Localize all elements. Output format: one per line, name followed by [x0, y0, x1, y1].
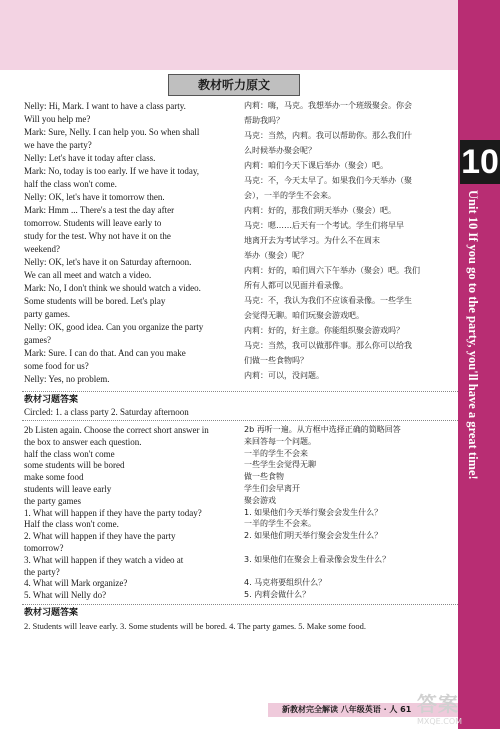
text-line: 2b 再听一遍。从方框中选择正确的简略回答 — [244, 425, 401, 434]
text-line: Nelly: Yes, no problem. — [24, 374, 110, 384]
text-line: 1. 如果他们今天举行聚会会发生什么？ — [244, 507, 383, 517]
text-line: Some students will be bored. Let's play — [24, 296, 166, 306]
text-line: 2b Listen again. Choose the correct short answer in — [24, 425, 209, 435]
footer-text: 新教材完全解读 八年级英语 · 人 61 — [282, 705, 412, 714]
text-line: 马克：当然，内莉。我可以帮助你。那么我们什 — [244, 131, 412, 140]
text-line: Half the class won't come. — [24, 519, 119, 530]
text-line: 3. What will happen if they watch a video at — [24, 554, 184, 565]
text-line: 5. What will Nelly do? — [24, 590, 107, 601]
text-line: 3. 如果他们在聚会上看录像会发生什么？ — [244, 554, 391, 564]
watermark-big: 答案 — [417, 692, 459, 716]
unit-number: 10 — [461, 143, 499, 181]
section-title: 教材听力原文 — [168, 74, 300, 96]
text-line: games? — [24, 335, 51, 345]
text-line: Nelly: OK, let's have it on Saturday afternoon. — [24, 257, 192, 267]
answers-2b: 2. Students will leave early. 3. Some students will be bored. 4. The party games. 5. Make some food. — [24, 621, 367, 631]
text-line: 一半的学生不会来。 — [244, 519, 316, 529]
text-line: 内莉：好的，好主意。你能组织聚会游戏吗？ — [244, 326, 404, 335]
watermark-small: MXQE.COM — [417, 717, 463, 726]
text-line: 帮助我吗？ — [244, 116, 284, 125]
text-line: the party games — [24, 495, 81, 506]
text-line: 4. What will Mark organize? — [24, 578, 128, 589]
text-line: 学生们会早离开 — [244, 484, 300, 493]
text-line: Nelly: Let's have it today after class. — [24, 153, 156, 163]
text-line: 内莉：好的，咱们周六下午举办（聚会）吧。我们 — [244, 266, 420, 275]
text-line: Nelly: OK, let's have it tomorrow then. — [24, 192, 165, 202]
text-line: study for the test. Why not have it on the — [24, 231, 171, 241]
text-line: tomorrow. Students will leave early to — [24, 218, 162, 228]
text-line: 举办（聚会）呢？ — [244, 251, 308, 260]
text-line: the party? — [24, 566, 60, 577]
text-line: Mark: Sure. I can do that. And can you make — [24, 348, 186, 358]
text-line: 马克：不，我认为我们不应该看录像。一些学生 — [244, 296, 412, 305]
divider — [22, 391, 458, 392]
text-line: weekend? — [24, 244, 60, 254]
text-line: 聚会游戏 — [244, 495, 276, 505]
text-line: make some food — [24, 472, 84, 483]
text-line: some food for us? — [24, 361, 89, 371]
divider — [22, 420, 458, 421]
text-line: students will leave early — [24, 484, 112, 494]
top-pink-band — [0, 0, 500, 70]
text-line: 内莉：可以，没问题。 — [244, 371, 324, 380]
text-line: Will you help me? — [24, 114, 91, 124]
divider — [22, 604, 458, 605]
text-line: 内莉：咱们今天下课后举办（聚会）吧。 — [244, 161, 388, 170]
watermark-logo — [417, 688, 497, 726]
text-line: 马克：当然，我可以做那件事。那么你可以给我 — [244, 341, 412, 350]
text-line: some students will be bored — [24, 460, 125, 471]
text-line: 5. 内莉会做什么？ — [244, 590, 311, 600]
text-line: Nelly: Hi, Mark. I want to have a class party. — [24, 101, 186, 111]
text-line: 地离开去为考试学习。为什么不在周末 — [244, 236, 380, 245]
text-line: 内莉：嗨，马克。我想举办一个班级聚会。你会 — [244, 101, 412, 110]
text-line: Mark: No, I don't think we should watch a video. — [24, 283, 201, 293]
text-line: Mark: Sure, Nelly. I can help you. So when shall — [24, 127, 200, 137]
text-line: half the class won't come — [24, 448, 115, 459]
unit-number-box — [460, 140, 500, 184]
text-line: Mark: Hmm ... There's a test the day after — [24, 205, 175, 215]
text-line: the box to answer each question. — [24, 436, 142, 447]
text-line: We can all meet and watch a video. — [24, 270, 152, 280]
text-line: 所有人都可以见面并看录像。 — [244, 281, 348, 290]
text-line: 会觉得无聊。咱们玩聚会游戏吧。 — [244, 311, 364, 320]
text-line: 马克：嗯……后天有一个考试。学生们将早早 — [244, 221, 404, 230]
text-line: 做一些食物 — [244, 472, 284, 482]
text-line: Nelly: OK, good idea. Can you organize the party — [24, 322, 204, 332]
unit-title-text: Unit 10 If you go to the party, you'll have a great time! — [466, 190, 480, 480]
text-line: 4. 马克将要组织什么？ — [244, 578, 327, 588]
text-line: 2. 如果他们明天举行聚会会发生什么？ — [244, 531, 383, 541]
answers-heading-2: 教材习题答案 — [24, 608, 79, 618]
text-line: we have the party? — [24, 140, 92, 150]
text-line: 来回答每一个问题。 — [244, 436, 316, 446]
text-line: 马克：不，今天太早了。如果我们今天举办（聚 — [244, 176, 412, 185]
text-line: 么时候举办聚会呢？ — [244, 146, 316, 155]
text-line: 会），一半的学生不会来。 — [244, 191, 336, 200]
text-line: Mark: No, today is too early. If we have it today, — [24, 166, 200, 176]
text-line: tomorrow? — [24, 543, 64, 553]
text-line: 一半的学生不会来 — [244, 448, 308, 458]
answers-heading-1: 教材习题答案 — [24, 395, 79, 405]
text-line: 一些学生会觉得无聊 — [244, 460, 316, 470]
text-line: 1. What will happen if they have the party today? — [24, 507, 202, 518]
answers-circled: Circled: 1. a class party 2. Saturday afternoon — [24, 407, 189, 417]
text-line: 2. What will happen if they have the party — [24, 531, 176, 542]
text-line: half the class won't come. — [24, 179, 117, 189]
text-line: 们做一些食物吗？ — [244, 356, 308, 365]
text-line: party games. — [24, 309, 70, 319]
text-line: 内莉：好的，那我们明天举办（聚会）吧。 — [244, 206, 396, 215]
